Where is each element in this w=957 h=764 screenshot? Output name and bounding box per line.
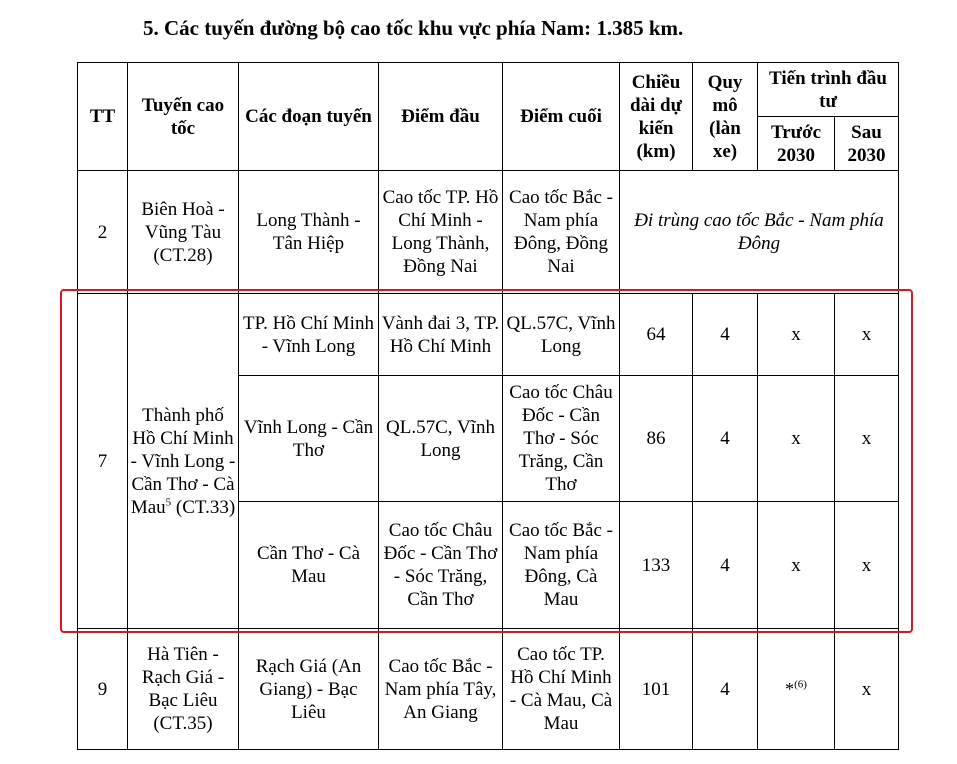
start-point: Vành đai 3, TP. Hồ Chí Minh: [379, 294, 503, 376]
after-2030: x: [835, 376, 899, 502]
segment-name: TP. Hồ Chí Minh - Vĩnh Long: [239, 294, 379, 376]
row-tt: 9: [78, 629, 128, 750]
before-2030: x: [758, 502, 835, 629]
asterisk-mark: *: [785, 678, 795, 699]
lanes: 4: [693, 502, 758, 629]
lanes: 4: [693, 376, 758, 502]
header-scale: Quy mô (làn xe): [693, 63, 758, 171]
after-2030: x: [835, 629, 899, 750]
footnote-ref: 5: [165, 496, 172, 509]
lanes: 4: [693, 629, 758, 750]
route-name: Biên Hoà - Vũng Tàu (CT.28): [128, 171, 239, 294]
row-tt: 7: [78, 294, 128, 629]
start-point: Cao tốc TP. Hồ Chí Minh - Long Thành, Đồng Nai: [379, 171, 503, 294]
header-route: Tuyến cao tốc: [128, 63, 239, 171]
expressway-table: [77, 62, 899, 750]
end-point: Cao tốc Châu Đốc - Cần Thơ - Sóc Trăng, Cần Thơ: [503, 376, 620, 502]
before-2030: [758, 629, 835, 750]
lanes: 4: [693, 294, 758, 376]
table-row: [78, 171, 899, 294]
table-row: [78, 629, 899, 750]
route-code: (CT.33): [175, 496, 236, 518]
row-tt: 2: [78, 171, 128, 294]
length-km: 101: [620, 629, 693, 750]
header-progress: Tiến trình đầu tư: [758, 63, 899, 117]
overlap-note: Đi trùng cao tốc Bắc - Nam phía Đông: [620, 171, 899, 294]
end-point: Cao tốc Bắc - Nam phía Đông, Cà Mau: [503, 502, 620, 629]
header-tt: TT: [78, 63, 128, 171]
start-point: Cao tốc Châu Đốc - Cần Thơ - Sóc Trăng, Cần Thơ: [379, 502, 503, 629]
header-end: Điểm cuối: [503, 63, 620, 171]
length-km: 86: [620, 376, 693, 502]
header-start: Điểm đầu: [379, 63, 503, 171]
table-row: [78, 294, 899, 376]
end-point: QL.57C, Vĩnh Long: [503, 294, 620, 376]
length-km: 64: [620, 294, 693, 376]
length-km: 133: [620, 502, 693, 629]
route-name-text: Thành phố Hồ Chí Minh - Vĩnh Long - Cần Thơ - Cà Mau: [130, 404, 236, 518]
section-heading: 5. Các tuyến đường bộ cao tốc khu vực phía Nam: 1.385 km.: [143, 16, 684, 40]
before-2030: x: [758, 376, 835, 502]
route-name: Hà Tiên - Rạch Giá - Bạc Liêu (CT.35): [128, 629, 239, 750]
header-after: Sau 2030: [835, 117, 899, 171]
segment-name: Cần Thơ - Cà Mau: [239, 502, 379, 629]
before-2030: x: [758, 294, 835, 376]
header-before: Trước 2030: [758, 117, 835, 171]
footnote-ref: (6): [794, 678, 807, 691]
start-point: QL.57C, Vĩnh Long: [379, 376, 503, 502]
after-2030: x: [835, 502, 899, 629]
header-segments: Các đoạn tuyến: [239, 63, 379, 171]
end-point: Cao tốc Bắc - Nam phía Đông, Đồng Nai: [503, 171, 620, 294]
header-length: Chiều dài dự kiến (km): [620, 63, 693, 171]
after-2030: x: [835, 294, 899, 376]
route-name: [128, 294, 239, 629]
start-point: Cao tốc Bắc - Nam phía Tây, An Giang: [379, 629, 503, 750]
segment-name: Long Thành - Tân Hiệp: [239, 171, 379, 294]
end-point: Cao tốc TP. Hồ Chí Minh - Cà Mau, Cà Mau: [503, 629, 620, 750]
segment-name: Vĩnh Long - Cần Thơ: [239, 376, 379, 502]
segment-name: Rạch Giá (An Giang) - Bạc Liêu: [239, 629, 379, 750]
